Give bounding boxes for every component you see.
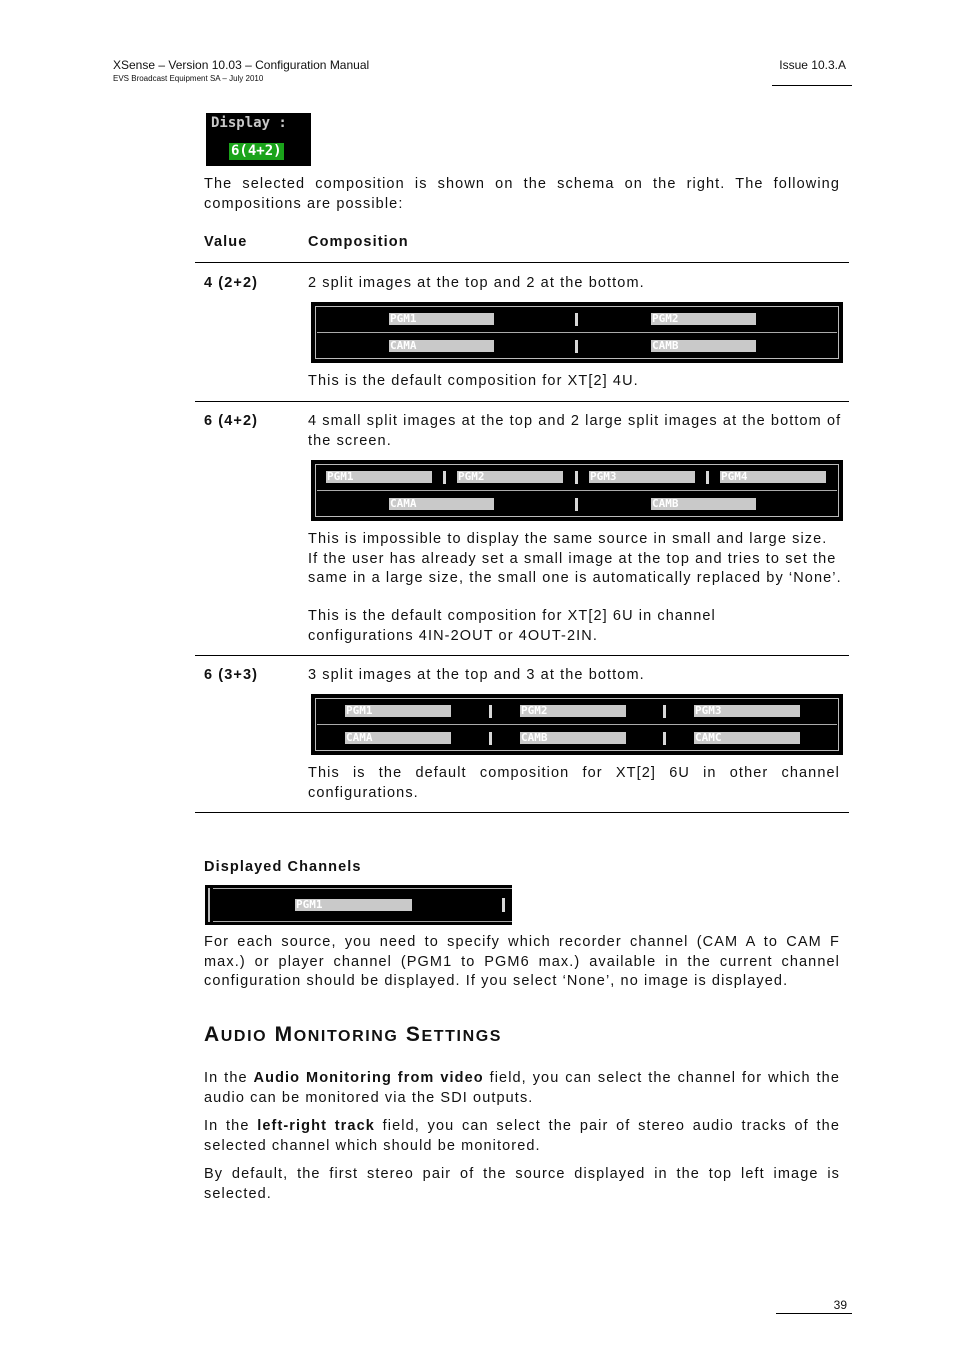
page-number: 39 (833, 1298, 847, 1312)
composition-schema-6-3-3 (311, 694, 843, 755)
row-value: 6 (3+3) (204, 667, 259, 683)
header-rule (772, 85, 852, 86)
table-rule (195, 262, 849, 263)
schema-bar: CAMB (520, 732, 626, 744)
audio-paragraph-2: In the left-right track field, you can select the pair of stereo audio tracks of the selected channel which should be monitored. (204, 1118, 840, 1154)
channel-bar: PGM1 (295, 899, 412, 911)
schema-bar: CAMA (345, 732, 451, 744)
schema-bar: CAMA (389, 498, 494, 510)
schema-bar: PGM2 (520, 705, 626, 717)
row-rule (195, 401, 849, 402)
table-bottom-rule (195, 812, 849, 813)
row-note: This is the default composition for XT[2] 4U. (308, 373, 639, 389)
schema-bar: PGM1 (345, 705, 451, 717)
displayed-channels-screenshot (205, 885, 512, 925)
row-note: This is the default composition for XT[2] 6U in other channel configurations. (308, 765, 840, 801)
display-label: Display : (211, 115, 287, 131)
table-header-composition: Composition (308, 234, 409, 250)
schema-bar: PGM2 (651, 313, 756, 325)
footer-rule (776, 1313, 852, 1314)
schema-bar: CAMB (651, 340, 756, 352)
header-title: XSense – Version 10.03 – Configuration Manual (113, 58, 370, 72)
section-heading: Displayed Channels (204, 859, 362, 875)
row-description: 4 small split images at the top and 2 large split images at the bottom of the screen. (308, 413, 842, 449)
audio-paragraph-3: By default, the first stereo pair of the source displayed in the top left image is selected. (204, 1166, 840, 1202)
schema-bar: PGM2 (457, 471, 563, 483)
row-description: 2 split images at the top and 2 at the bottom. (308, 275, 645, 291)
row-description: 3 split images at the top and 3 at the bottom. (308, 667, 645, 683)
row-value: 6 (4+2) (204, 413, 259, 429)
schema-bar: CAMB (651, 498, 756, 510)
intro-text: The selected composition is shown on the schema on the right. The following compositions are possible: (204, 176, 840, 212)
schema-bar: PGM3 (589, 471, 695, 483)
section-title-audio: AUDIO MONITORING SETTINGS (204, 1023, 503, 1046)
header-issue: Issue 10.3.A (779, 58, 846, 72)
display-screenshot (206, 113, 311, 166)
schema-bar: PGM1 (326, 471, 432, 483)
display-value: 6(4+2) (231, 143, 282, 159)
table-header-value: Value (204, 234, 248, 250)
header-subtitle: EVS Broadcast Equipment SA – July 2010 (113, 74, 264, 83)
schema-bar: CAMC (694, 732, 800, 744)
audio-paragraph-1: In the Audio Monitoring from video field, you can select the channel for which the audio can be monitored via the SDI outputs. (204, 1070, 840, 1106)
schema-bar: PGM3 (694, 705, 800, 717)
composition-schema-6-4-2 (311, 460, 843, 521)
row-note: This is the default composition for XT[2] 6U in channel configurations 4IN-2OUT or 4OUT-2IN. (308, 608, 716, 644)
schema-bar: PGM1 (389, 313, 494, 325)
displayed-channels-text: For each source, you need to specify which recorder channel (CAM A to CAM F max.) or player channel (PGM1 to PGM6 max.) available in the current channel configuration should be displayed. If you select ‘None’, no image is displayed. (204, 934, 840, 989)
composition-schema-4-2-2 (311, 302, 843, 363)
schema-bar: PGM4 (720, 471, 826, 483)
row-value: 4 (2+2) (204, 275, 259, 291)
row-note: This is impossible to display the same source in small and large size. If the user has already set a small image at the top and tries to set the same in a large size, the small one is automatically replaced by ‘None’. (308, 531, 842, 586)
row-rule (195, 655, 849, 656)
schema-bar: CAMA (389, 340, 494, 352)
